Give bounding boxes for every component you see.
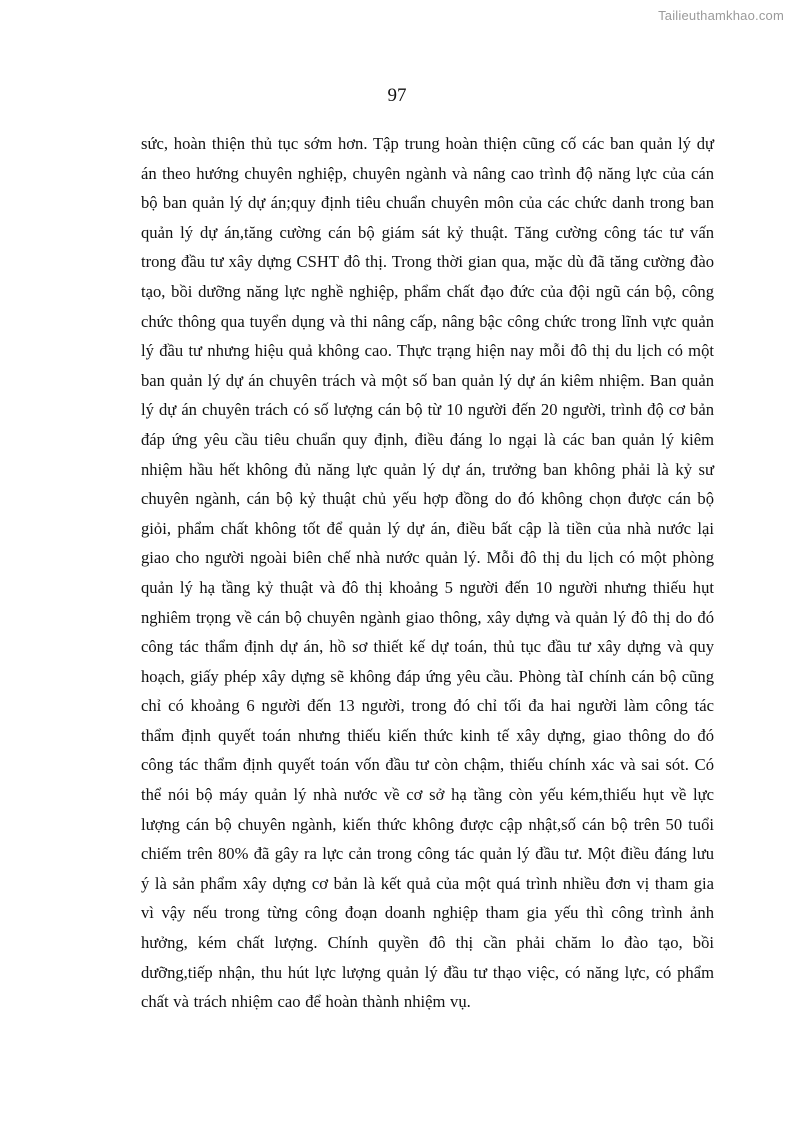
paragraph-line: thể nói bộ máy quản lý nhà nước về cơ sở hạ tầng còn yếu kém,thiếu hụt về lực <box>141 785 714 805</box>
paragraph-line: hưởng, kém chất lượng. Chính quyền đô thị cần phải chăm lo đào tạo, bồi <box>141 933 714 953</box>
paragraph-line: quản lý hạ tầng kỷ thuật và đô thị khoảng 5 người đến 10 người nhưng thiếu hụt <box>141 577 714 597</box>
paragraph-line: nhiệm hầu hết không đủ năng lực quản lý dự án, trưởng ban không phải là kỷ sư <box>141 459 714 479</box>
paragraph-line: chuyên ngành, cán bộ kỷ thuật chủ yếu hợp đồng do đó không chọn được cán bộ <box>141 489 714 509</box>
paragraph-line: ý là sản phẩm xây dựng cơ bản là kết quả của một quá trình nhiều đơn vị tham gia <box>141 873 714 893</box>
paragraph-line: dưỡng,tiếp nhận, thu hút lực lượng quản lý đầu tư thạo việc, có năng lực, có phẩm <box>141 962 714 982</box>
paragraph-line: sức, hoàn thiện thủ tục sớm hơn. Tập trung hoàn thiện cũng cố các ban quản lý dự <box>141 134 714 153</box>
paragraph-line: công tác thẩm định quyết toán vốn đầu tư còn chậm, thiếu chính xác và sai sót. Có <box>141 755 714 775</box>
body-paragraph <box>141 129 714 1017</box>
paragraph-line: chức thông qua tuyển dụng và thi nâng cấp, nâng bậc công chức trong lĩnh vực quản <box>141 311 714 331</box>
paragraph-line: chiếm trên 80% đã gây ra lực cản trong công tác quản lý đầu tư. Một điều đáng lưu <box>141 844 714 864</box>
paragraph-line: giao cho người ngoài biên chế nhà nước quản lý. Mỗi đô thị du lịch có một phòng <box>141 548 714 568</box>
paragraph-line: ban quản lý dự án chuyên trách và một số ban quản lý dự án kiêm nhiệm. Ban quản <box>141 370 714 390</box>
paragraph-line: công tác thẩm định dự án, hồ sơ thiết kế dự toán, thủ tục đầu tư xây dựng và quy <box>141 637 714 657</box>
paragraph-line: chỉ có khoảng 6 người đến 13 người, trong đó chỉ tối đa hai người làm công tác <box>141 696 714 716</box>
paragraph-line: trong đầu tư xây dựng CSHT đô thị. Trong thời gian qua, mặc dù đã tăng cường đào <box>141 252 714 272</box>
paragraph-line: lượng cán bộ chuyên ngành, kiến thức không được cập nhật,số cán bộ trên 50 tuổi <box>141 814 714 834</box>
paragraph-line: giỏi, phẩm chất không tốt để quản lý dự án, điều bất cập là tiền của nhà nước lại <box>141 518 714 538</box>
paragraph-line: vì vậy nếu trong từng công đoạn doanh nghiệp tham gia yếu thì công trình ảnh <box>141 903 714 923</box>
paragraph-line: lý đầu tư nhưng hiệu quả không cao. Thực trạng hiện nay mỗi đô thị du lịch có một <box>141 341 714 361</box>
watermark-text: Tailieuthamkhao.com <box>658 8 784 23</box>
paragraph-line: quản lý dự án,tăng cường cán bộ giám sát kỷ thuật. Tăng cường công tác tư vấn <box>141 222 714 242</box>
paragraph-line: hoạch, giấy phép xây dựng sẽ không đáp ứng yêu cầu. Phòng tàI chính cán bộ cũng <box>141 666 714 686</box>
paragraph-line: lý dự án chuyên trách có số lượng cán bộ từ 10 người đến 20 người, trình độ cơ bản <box>141 400 714 420</box>
paragraph-line: đáp ứng yêu cầu tiêu chuẩn quy định, điều đáng lo ngại là các ban quản lý kiêm <box>141 429 714 449</box>
paragraph-line: thẩm định quyết toán nhưng thiếu kiến thức kinh tế xây dựng, giao thông do đó <box>141 725 714 745</box>
paragraph-line: án theo hướng chuyên nghiệp, chuyên ngành và nâng cao trình độ năng lực của cán <box>141 163 714 183</box>
paragraph-line: bộ ban quản lý dự án;quy định tiêu chuẩn chuyên môn của các chức danh trong ban <box>141 193 714 213</box>
paragraph-line: chất và trách nhiệm cao để hoàn thành nhiệm vụ. <box>141 992 471 1012</box>
paragraph-line: nghiêm trọng về cán bộ chuyên ngành giao thông, xây dựng và quản lý đô thị do đó <box>141 607 714 627</box>
paragraph-line: tạo, bồi dưỡng năng lực nghề nghiệp, phẩm chất đạo đức của đội ngũ cán bộ, công <box>141 281 714 301</box>
page-number: 97 <box>387 85 407 106</box>
